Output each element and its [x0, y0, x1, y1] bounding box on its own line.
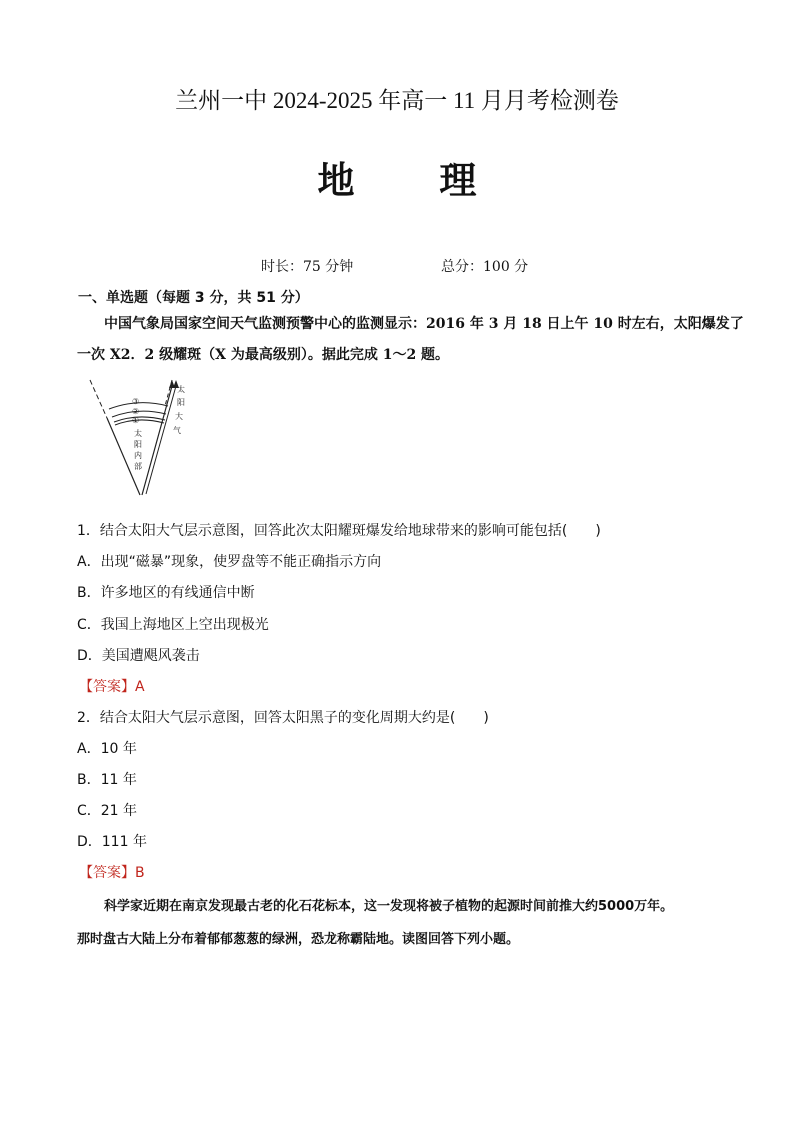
question-1-option-d: D．美国遭飓风袭击: [77, 648, 200, 664]
section-heading: 一、单选题（每题 3 分，共 51 分）: [78, 290, 309, 306]
question-1-option-a: A．出现“磁暴”现象，使罗盘等不能正确指示方向: [77, 554, 382, 570]
diagram-dashed-edge-left: [90, 380, 107, 418]
question-2-option-b: B．11 年: [77, 772, 137, 788]
passage-line-2: 一次 X2．2 级耀斑（X 为最高级别）。据此完成 1～2 题。: [77, 347, 450, 363]
interior-label-char: 部: [134, 462, 142, 471]
exam-total-score: 总分：100 分: [441, 259, 529, 275]
atmosphere-label-char: 大: [175, 412, 183, 421]
question-1-answer: [79, 676, 145, 696]
layer-label-3: ③: [132, 397, 140, 406]
passage2-line-1: 科学家近期在南京发现最古老的化石花标本，这一发现将被子植物的起源时间前推大约5000万年。: [104, 899, 674, 914]
answer-value: A: [135, 679, 145, 695]
question-1-option-b: B．许多地区的有线通信中断: [77, 585, 255, 601]
atmosphere-label-char: 阳: [177, 398, 185, 407]
question-1-option-c: C．我国上海地区上空出现极光: [77, 617, 269, 633]
interior-label-char: 太: [134, 429, 142, 438]
solar-atmosphere-diagram: [88, 376, 198, 501]
atmosphere-label-char: 气: [173, 426, 181, 435]
layer-arc-inner-2: [115, 420, 164, 425]
exam-duration: 时长：75 分钟: [261, 259, 354, 275]
diagram-cone-edge-right-inner: [146, 386, 176, 494]
question-1-stem: 1．结合太阳大气层示意图，回答此次太阳耀斑爆发给地球带来的影响可能包括( ): [77, 523, 601, 539]
document-title: 兰州一中 2024-2025 年高一 11 月月考检测卷: [175, 88, 619, 113]
passage-line-1: 中国气象局国家空间天气监测预警中心的监测显示：2016 年 3 月 18 日上午 10 时左右，太阳爆发了: [104, 316, 744, 332]
question-2-option-d: D．111 年: [77, 834, 147, 850]
layer-label-1: ①: [132, 416, 140, 425]
interior-label-char: 内: [134, 451, 142, 460]
layer-label-2: ②: [132, 407, 140, 416]
question-2-stem: 2．结合太阳大气层示意图，回答太阳黑子的变化周期大约是( ): [77, 710, 489, 726]
subject-title: 地 理: [317, 159, 513, 202]
question-2-option-c: C．21 年: [77, 803, 138, 819]
interior-label-char: 阳: [134, 440, 142, 449]
question-2-answer: [79, 862, 145, 882]
answer-label: 【答案】: [79, 865, 135, 881]
atmosphere-label-char: 太: [177, 385, 185, 394]
passage2-line-2: 那时盘古大陆上分布着郁郁葱葱的绿洲，恐龙称霸陆地。读图回答下列小题。: [77, 932, 520, 947]
answer-label: 【答案】: [79, 679, 135, 695]
question-2-option-a: A．10 年: [77, 741, 137, 757]
answer-value: B: [135, 865, 145, 881]
